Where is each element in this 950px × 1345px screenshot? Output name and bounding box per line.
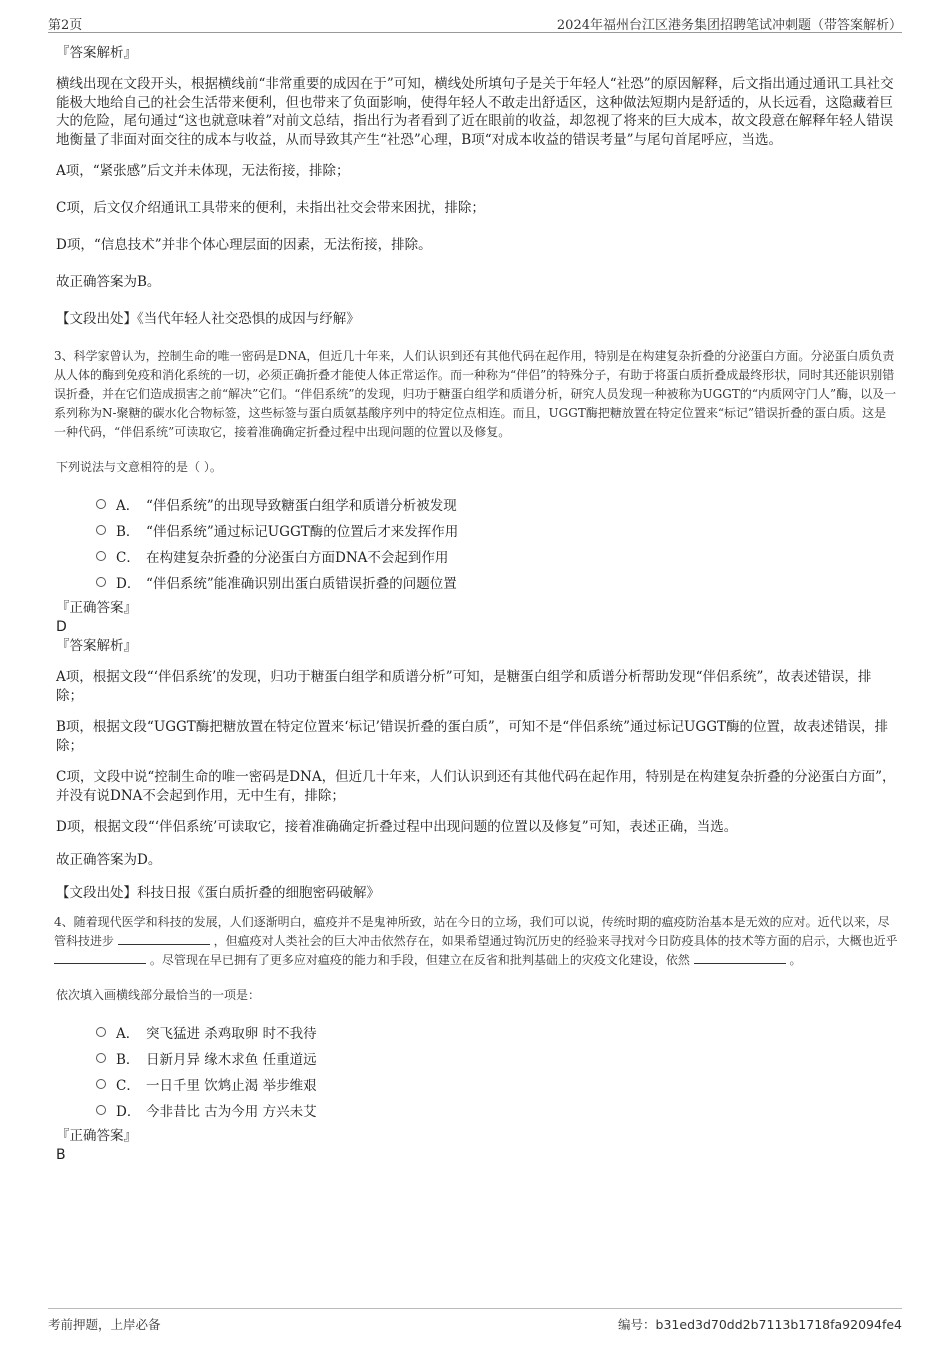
- option-label: C．: [116, 1078, 140, 1094]
- document-code: [618, 1315, 902, 1333]
- option-text: “伴侣系统”通过标记UGGT酶的位置后才来发挥作用: [146, 524, 459, 540]
- document-title: 2024年福州台江区港务集团招聘笔试冲刺题（带答案解析）: [556, 18, 902, 33]
- q3-line-d: D项，根据文段“‘伴侣系统’可读取它，接着准确确定折叠过程中出现问题的位置以及修复”可知，表述正确，当选。: [56, 819, 738, 835]
- q3-prompt: 下列说法与文意相符的是（ ）。: [56, 460, 222, 474]
- q2-source: 【文段出处】《当代年轻人社交恐惧的成因与纾解》: [56, 311, 360, 327]
- option-label: D．: [116, 1104, 141, 1120]
- radio-button-icon[interactable]: [96, 577, 106, 587]
- page-footer: [48, 1308, 902, 1335]
- option-text: “伴侣系统”能准确识别出蛋白质错误折叠的问题位置: [146, 576, 457, 592]
- q4-stem-part3: 。尽管现在早已拥有了更多应对瘟疫的能力和手段，但建立在反省和批判基础上的灾疫文化建设，依然: [149, 953, 690, 967]
- option-text: 今非昔比 古为今用 方兴未艾: [146, 1104, 317, 1120]
- q4-answer-title: 『正确答案』: [56, 1128, 137, 1144]
- document-code-label: 编号：: [618, 1317, 656, 1332]
- option-label: B．: [116, 1052, 140, 1068]
- q3-conclusion: 故正确答案为D。: [56, 852, 162, 868]
- q4-stem-part1: 4、随着现代医学和科技的发展，人们逐渐明白，瘟疫并不是鬼神所致，站在今日的立场，我们可以说，传统时期的瘟疫防治基本是无效的应对。近代以来，尽管科技进步: [54, 915, 890, 948]
- q3-option-b[interactable]: [96, 517, 898, 543]
- page-content: [56, 44, 898, 1165]
- option-label: A．: [116, 498, 140, 514]
- q3-option-c[interactable]: [96, 543, 898, 569]
- footer-slogan: 考前押题，上岸必备: [48, 1317, 161, 1332]
- q4-options: [96, 1019, 898, 1123]
- q2-analysis-title: 『答案解析』: [56, 45, 137, 61]
- q4-option-d[interactable]: [96, 1097, 898, 1123]
- q3-line-b: B项，根据文段“UGGT酶把糖放置在特定位置来‘标记’错误折叠的蛋白质”，可知不是“伴侣系统”通过标记UGGT酶的位置，故表述错误，排除；: [56, 719, 889, 754]
- page-header: [48, 12, 902, 33]
- radio-button-icon[interactable]: [96, 499, 106, 509]
- page-number-label: 第2页: [48, 18, 83, 33]
- q4-blank-2: [54, 951, 146, 964]
- radio-button-icon[interactable]: [96, 1053, 106, 1063]
- q4-blank-1: [118, 932, 210, 945]
- q3-option-d[interactable]: [96, 569, 898, 595]
- q2-line-c: C项，后文仅介绍通讯工具带来的便利，未指出社交会带来困扰，排除；: [56, 200, 485, 216]
- option-label: D．: [116, 576, 141, 592]
- radio-button-icon[interactable]: [96, 551, 106, 561]
- q2-analysis-text: 横线出现在文段开头，根据横线前“非常重要的成因在于”可知，横线处所填句子是关于年轻人“社恐”的原因解释，后文指出通过通讯工具社交能极大地给自己的社会生活带来便利，但也带来了负面影响，使得年轻人不敢走出舒适区，这种做法短期内是舒适的，从长远看，这隐藏着巨大的危险，尾句通过“这也就意味着”对前文总结，指出行为者看到了近在眼前的收益，却忽视了将来的巨大成本，故文段意在解释年轻人错误地衡量了非面对面交往的成本与收益，从而导致其产生“社恐”心理，B项“对成本收益的错误考量”与尾句首尾呼应，当选。: [56, 76, 894, 148]
- option-text: “伴侣系统”的出现导致糖蛋白组学和质谱分析被发现: [146, 498, 457, 514]
- radio-button-icon[interactable]: [96, 525, 106, 535]
- q4-blank-3: [694, 951, 786, 964]
- q3-options: [96, 491, 898, 595]
- q2-line-d: D项，“信息技术”并非个体心理层面的因素，无法衔接，排除。: [56, 237, 432, 253]
- q4-stem-end: 。: [789, 953, 802, 967]
- q3-line-c: C项，文段中说“控制生命的唯一密码是DNA，但近几十年来，人们认识到还有其他代码在起作用，特别是在构建复杂折叠的分泌蛋白方面”，并没有说DNA不会起到作用，无中生有，排除；: [56, 769, 896, 804]
- option-label: A．: [116, 1026, 140, 1042]
- q4-stem: [54, 913, 898, 970]
- q3-line-a: A项，根据文段“‘伴侣系统’的发现，归功于糖蛋白组学和质谱分析”可知，是糖蛋白组学和质谱分析帮助发现“伴侣系统”，故表述错误，排除；: [56, 669, 872, 704]
- document-code-value: b31ed3d70dd2b7113b1718fa92094fe4: [655, 1317, 902, 1332]
- q3-option-a[interactable]: [96, 491, 898, 517]
- q4-option-c[interactable]: [96, 1071, 898, 1097]
- q3-answer: D: [56, 619, 67, 635]
- q3-stem: 3、科学家曾认为，控制生命的唯一密码是DNA，但近几十年来，人们认识到还有其他代码在起作用，特别是在构建复杂折叠的分泌蛋白方面。分泌蛋白质负责从人体的酶到免疫和消化系统的一切，必须正确折叠才能使人体正常运作。而一种称为“伴侣”的特殊分子，有助于将蛋白质折叠成最终形状，同时其还能识别错误折叠，并在它们造成损害之前“解决”它们。“伴侣系统”的发现，归功于糖蛋白组学和质谱分析，研究人员发现一种被称为UGGT的“内质网守门人”酶，以及一系列称为N-聚糖的碳水化合物标签，这些标签与蛋白质氨基酸序列中的特定位点相连。而且，UGGT酶把糖放置在特定位置来“标记”错误折叠的蛋白质。这是一种代码，“伴侣系统”可读取它，接着准确确定折叠过程中出现问题的位置以及修复。: [54, 349, 897, 439]
- q4-option-b[interactable]: [96, 1045, 898, 1071]
- q3-analysis-title: 『答案解析』: [56, 638, 137, 654]
- q3-source: 【文段出处】科技日报《蛋白质折叠的细胞密码破解》: [56, 885, 380, 901]
- option-text: 突飞猛进 杀鸡取卵 时不我待: [146, 1026, 317, 1042]
- q4-stem-part2: ，但瘟疫对人类社会的巨大冲击依然存在，如果希望通过钩沉历史的经验来寻找对今日防疫具体的技术等方面的启示，大概也近乎: [213, 934, 898, 948]
- q2-conclusion: 故正确答案为B。: [56, 274, 161, 290]
- q4-prompt: 依次填入画横线部分最恰当的一项是：: [56, 988, 261, 1002]
- option-label: C．: [116, 550, 140, 566]
- option-text: 日新月异 缘木求鱼 任重道远: [146, 1052, 317, 1068]
- radio-button-icon[interactable]: [96, 1079, 106, 1089]
- radio-button-icon[interactable]: [96, 1105, 106, 1115]
- q4-answer: B: [56, 1147, 66, 1163]
- q3-answer-title: 『正确答案』: [56, 600, 137, 616]
- radio-button-icon[interactable]: [96, 1027, 106, 1037]
- option-text: 在构建复杂折叠的分泌蛋白方面DNA不会起到作用: [146, 550, 449, 566]
- q4-option-a[interactable]: [96, 1019, 898, 1045]
- option-text: 一日千里 饮鸩止渴 举步维艰: [146, 1078, 317, 1094]
- option-label: B．: [116, 524, 140, 540]
- q2-line-a: A项，“紧张感”后文并未体现，无法衔接，排除；: [56, 163, 350, 179]
